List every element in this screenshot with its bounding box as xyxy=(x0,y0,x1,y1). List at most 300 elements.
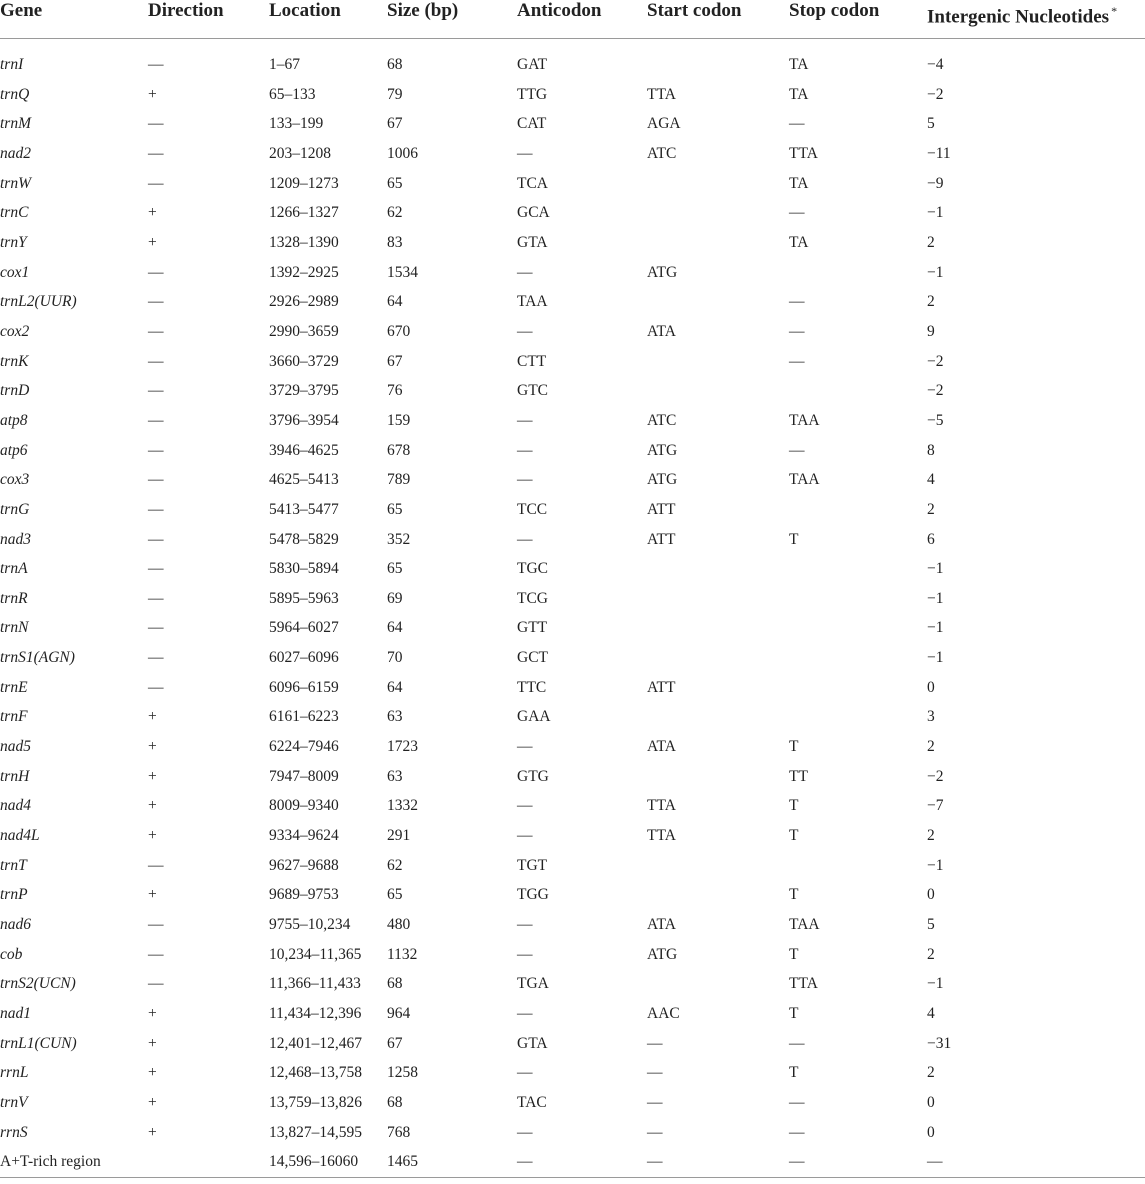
cell-gene: nad4L xyxy=(0,827,40,845)
cell-stop-codon: T xyxy=(789,738,799,756)
cell-stop-codon: — xyxy=(789,1123,805,1141)
cell-start-codon: ATG xyxy=(647,945,678,963)
cell-intergenic: −9 xyxy=(927,174,944,192)
table-row xyxy=(0,969,1145,999)
cell-direction: — xyxy=(148,678,164,696)
cell-stop-codon xyxy=(789,673,927,703)
table-row xyxy=(0,1147,1145,1177)
table-row xyxy=(0,791,1145,821)
cell-location: 10,234–11,365 xyxy=(269,945,362,963)
cell-stop-codon: — xyxy=(789,352,805,370)
cell-gene: trnV xyxy=(0,1093,28,1111)
cell-direction: — xyxy=(148,589,164,607)
cell-location: 1328–1390 xyxy=(269,233,339,251)
cell-anticodon: GTA xyxy=(517,233,548,251)
cell-anticodon: CAT xyxy=(517,115,547,133)
cell-intergenic: −1 xyxy=(927,649,944,667)
cell-location: 3796–3954 xyxy=(269,411,339,429)
cell-direction: — xyxy=(148,115,164,133)
cell-stop-codon: TAA xyxy=(789,916,820,934)
cell-anticodon: — xyxy=(517,144,533,162)
cell-size: 964 xyxy=(387,1005,411,1022)
header-anticodon: Anticodon xyxy=(517,0,647,39)
cell-size: 1258 xyxy=(387,1064,418,1082)
cell-start-codon: ATG xyxy=(647,441,678,459)
cell-direction: — xyxy=(148,174,164,192)
header-start-codon: Start codon xyxy=(647,0,789,39)
cell-direction: + xyxy=(148,1123,157,1141)
cell-start-codon xyxy=(647,643,789,673)
cell-stop-codon: T xyxy=(789,797,799,815)
cell-intergenic: −1 xyxy=(927,560,944,578)
cell-stop-codon: TA xyxy=(789,233,809,251)
cell-start-codon: ATT xyxy=(647,530,676,548)
cell-gene: trnI xyxy=(0,56,24,73)
cell-intergenic: 6 xyxy=(927,530,935,548)
cell-anticodon: — xyxy=(517,441,533,459)
table-row xyxy=(0,1118,1145,1148)
table-row xyxy=(0,584,1145,614)
cell-anticodon: TAA xyxy=(517,293,548,311)
table-row xyxy=(0,228,1145,258)
cell-location: 6096–6159 xyxy=(269,678,339,696)
cell-anticodon: TCG xyxy=(517,589,548,607)
cell-size: 65 xyxy=(387,174,403,192)
cell-start-codon: ATC xyxy=(647,144,677,162)
cell-anticodon: — xyxy=(517,263,533,281)
cell-start-codon xyxy=(647,851,789,881)
cell-stop-codon: — xyxy=(789,115,805,133)
cell-intergenic: −1 xyxy=(927,619,944,637)
cell-start-codon: — xyxy=(647,1147,789,1177)
cell-anticodon: GCT xyxy=(517,649,548,667)
cell-stop-codon: — xyxy=(789,1034,805,1052)
header-footnote-mark: * xyxy=(1111,4,1118,18)
cell-anticodon: TAC xyxy=(517,1093,547,1111)
table-row xyxy=(0,910,1145,940)
cell-size: 678 xyxy=(387,441,411,459)
cell-anticodon: GTT xyxy=(517,619,548,637)
cell-start-codon xyxy=(647,969,789,999)
cell-size: 159 xyxy=(387,411,411,429)
table-row xyxy=(0,169,1145,199)
cell-stop-codon: — xyxy=(789,1147,927,1177)
header-stop-codon: Stop codon xyxy=(789,0,927,39)
cell-anticodon: — xyxy=(517,1005,533,1022)
cell-size: 65 xyxy=(387,500,403,518)
cell-stop-codon: TA xyxy=(789,174,809,192)
cell-stop-codon: TAA xyxy=(789,411,820,429)
cell-direction: — xyxy=(148,856,164,874)
table-body xyxy=(0,50,1145,1177)
cell-anticodon: TGT xyxy=(517,856,548,874)
cell-stop-codon: — xyxy=(789,293,805,311)
cell-intergenic: −2 xyxy=(927,85,944,103)
table-row xyxy=(0,554,1145,584)
cell-start-codon xyxy=(647,50,789,80)
cell-gene: cob xyxy=(0,945,23,963)
cell-gene: nad3 xyxy=(0,530,31,548)
cell-gene: trnG xyxy=(0,500,30,518)
cell-intergenic: 4 xyxy=(927,1005,935,1022)
cell-direction: — xyxy=(148,471,164,489)
cell-direction: — xyxy=(148,411,164,429)
cell-location: 13,759–13,826 xyxy=(269,1093,362,1111)
cell-intergenic: −2 xyxy=(927,767,944,785)
cell-size: 62 xyxy=(387,856,403,874)
cell-size: 70 xyxy=(387,649,403,667)
cell-anticodon: GTC xyxy=(517,382,548,400)
cell-intergenic: 9 xyxy=(927,322,935,340)
cell-stop-codon xyxy=(789,851,927,881)
cell-stop-codon: T xyxy=(789,1064,799,1082)
cell-direction: — xyxy=(148,945,164,963)
cell-intergenic: −1 xyxy=(927,589,944,607)
cell-gene: nad2 xyxy=(0,144,31,162)
table-row xyxy=(0,198,1145,228)
cell-anticodon: TTC xyxy=(517,678,547,696)
cell-size: 1465 xyxy=(387,1147,517,1177)
header-intergenic-label: Intergenic Nucleotides xyxy=(927,6,1110,28)
table-row xyxy=(0,376,1145,406)
header-location: Location xyxy=(269,0,387,39)
cell-gene: cox1 xyxy=(0,263,30,281)
cell-start-codon xyxy=(647,198,789,228)
cell-anticodon: GAT xyxy=(517,56,548,73)
cell-start-codon: — xyxy=(647,1034,663,1052)
cell-location: 5895–5963 xyxy=(269,589,339,607)
cell-intergenic: 2 xyxy=(927,827,935,845)
cell-gene: nad4 xyxy=(0,797,31,815)
cell-location: 1392–2925 xyxy=(269,263,339,281)
cell-direction: — xyxy=(148,144,164,162)
cell-stop-codon: TA xyxy=(789,56,809,73)
cell-anticodon: — xyxy=(517,471,533,489)
cell-intergenic: 0 xyxy=(927,1093,935,1111)
table-row xyxy=(0,880,1145,910)
cell-gene: trnT xyxy=(0,856,27,874)
cell-direction: + xyxy=(148,233,157,251)
cell-location: 8009–9340 xyxy=(269,797,339,815)
cell-direction: — xyxy=(148,530,164,548)
cell-direction: — xyxy=(148,322,164,340)
cell-intergenic: 0 xyxy=(927,1123,935,1141)
cell-gene: trnQ xyxy=(0,85,30,103)
cell-location: 1266–1327 xyxy=(269,204,339,222)
cell-size: 67 xyxy=(387,352,403,370)
cell-stop-codon xyxy=(789,376,927,406)
cell-anticodon: TCC xyxy=(517,500,548,518)
cell-location: 6027–6096 xyxy=(269,649,339,667)
cell-start-codon: ATT xyxy=(647,678,676,696)
cell-stop-codon xyxy=(789,702,927,732)
cell-stop-codon xyxy=(789,613,927,643)
cell-anticodon: — xyxy=(517,827,533,845)
cell-anticodon: — xyxy=(517,530,533,548)
cell-gene: nad6 xyxy=(0,916,31,934)
cell-anticodon: CTT xyxy=(517,352,547,370)
cell-start-codon: ATC xyxy=(647,411,677,429)
table-row xyxy=(0,525,1145,555)
cell-gene: trnN xyxy=(0,619,29,637)
cell-start-codon xyxy=(647,554,789,584)
cell-gene: trnS2(UCN) xyxy=(0,975,76,993)
cell-start-codon xyxy=(647,613,789,643)
cell-size: 63 xyxy=(387,708,403,726)
cell-size: 291 xyxy=(387,827,411,845)
cell-size: 79 xyxy=(387,85,403,103)
cell-anticodon: — xyxy=(517,411,533,429)
cell-stop-codon: TAA xyxy=(789,471,820,489)
cell-anticodon: — xyxy=(517,1064,533,1082)
cell-anticodon: — xyxy=(517,1147,647,1177)
cell-intergenic: 5 xyxy=(927,115,935,133)
cell-stop-codon: — xyxy=(789,441,805,459)
table-row xyxy=(0,1058,1145,1088)
cell-stop-codon xyxy=(789,258,927,288)
cell-intergenic: 2 xyxy=(927,738,935,756)
cell-start-codon: ATG xyxy=(647,263,678,281)
cell-gene: trnC xyxy=(0,204,29,222)
cell-stop-codon: T xyxy=(789,886,799,904)
cell-anticodon: — xyxy=(517,738,533,756)
cell-anticodon: TGC xyxy=(517,560,548,578)
cell-stop-codon xyxy=(789,495,927,525)
cell-location: 11,366–11,433 xyxy=(269,975,361,993)
cell-start-codon xyxy=(647,287,789,317)
cell-start-codon: — xyxy=(647,1093,663,1111)
cell-location: 3729–3795 xyxy=(269,382,339,400)
cell-intergenic: 8 xyxy=(927,441,935,459)
cell-gene: cox2 xyxy=(0,322,30,340)
cell-size: 65 xyxy=(387,560,403,578)
cell-gene: trnL2(UUR) xyxy=(0,293,77,311)
cell-start-codon xyxy=(647,347,789,377)
table-row xyxy=(0,109,1145,139)
table-row xyxy=(0,673,1145,703)
cell-location: 1209–1273 xyxy=(269,174,339,192)
cell-intergenic: −1 xyxy=(927,975,944,993)
cell-size: 68 xyxy=(387,1093,403,1111)
cell-direction: + xyxy=(148,204,157,222)
cell-stop-codon: T xyxy=(789,1005,799,1022)
cell-gene: trnY xyxy=(0,233,27,251)
cell-stop-codon: T xyxy=(789,945,799,963)
cell-start-codon xyxy=(647,169,789,199)
cell-anticodon: TGA xyxy=(517,975,549,993)
cell-size: 480 xyxy=(387,916,411,934)
cell-size: 76 xyxy=(387,382,403,400)
cell-gene: atp8 xyxy=(0,411,28,429)
table-row xyxy=(0,347,1145,377)
table-row xyxy=(0,999,1145,1029)
cell-anticodon: — xyxy=(517,1123,533,1141)
cell-anticodon: GTG xyxy=(517,767,549,785)
cell-stop-codon xyxy=(789,643,927,673)
cell-start-codon xyxy=(647,880,789,910)
cell-gene: trnA xyxy=(0,560,28,578)
table-row xyxy=(0,643,1145,673)
cell-size: 768 xyxy=(387,1123,411,1141)
cell-intergenic: −1 xyxy=(927,204,944,222)
cell-start-codon: AAC xyxy=(647,1005,680,1022)
cell-intergenic: −4 xyxy=(927,56,944,73)
cell-start-codon: ATT xyxy=(647,500,676,518)
cell-size: 69 xyxy=(387,589,403,607)
cell-start-codon: ATA xyxy=(647,738,676,756)
cell-direction: — xyxy=(148,916,164,934)
cell-direction: + xyxy=(148,886,157,904)
cell-start-codon: — xyxy=(647,1123,663,1141)
table-row xyxy=(0,258,1145,288)
table-row xyxy=(0,139,1145,169)
cell-location: 9689–9753 xyxy=(269,886,339,904)
cell-size: 67 xyxy=(387,115,403,133)
table-row xyxy=(0,317,1145,347)
table-row xyxy=(0,465,1145,495)
cell-size: 65 xyxy=(387,886,403,904)
cell-anticodon: TCA xyxy=(517,174,548,192)
cell-gene: cox3 xyxy=(0,471,30,489)
cell-anticodon: TTG xyxy=(517,85,548,103)
cell-gene: trnM xyxy=(0,115,31,133)
cell-gene: trnD xyxy=(0,382,30,400)
cell-size: 352 xyxy=(387,530,411,548)
cell-gene: trnS1(AGN) xyxy=(0,649,75,667)
cell-intergenic: 2 xyxy=(927,293,935,311)
cell-direction: + xyxy=(148,708,157,726)
header-row xyxy=(0,0,1145,39)
cell-stop-codon: TTA xyxy=(789,975,818,993)
cell-direction: + xyxy=(148,767,157,785)
cell-location: 12,468–13,758 xyxy=(269,1064,362,1082)
cell-location: 11,434–12,396 xyxy=(269,1005,362,1022)
cell-start-codon: — xyxy=(647,1064,663,1082)
table-row xyxy=(0,732,1145,762)
cell-size: 68 xyxy=(387,56,403,73)
cell-direction: — xyxy=(148,56,164,73)
header-direction: Direction xyxy=(148,0,269,39)
cell-start-codon: TTA xyxy=(647,85,676,103)
cell-size: 83 xyxy=(387,233,403,251)
header-intergenic-nucleotides xyxy=(927,0,1145,39)
cell-direction xyxy=(148,1147,269,1177)
cell-location: 203–1208 xyxy=(269,144,331,162)
cell-location: 3660–3729 xyxy=(269,352,339,370)
cell-direction: — xyxy=(148,649,164,667)
cell-direction: + xyxy=(148,1064,157,1082)
cell-gene: rrnS xyxy=(0,1123,28,1141)
cell-size: 670 xyxy=(387,322,411,340)
cell-size: 64 xyxy=(387,619,403,637)
cell-stop-codon: — xyxy=(789,322,805,340)
table-header xyxy=(0,0,1145,50)
cell-gene: trnK xyxy=(0,352,29,370)
cell-stop-codon: TA xyxy=(789,85,809,103)
cell-direction: — xyxy=(148,441,164,459)
cell-stop-codon xyxy=(789,554,927,584)
cell-direction: — xyxy=(148,382,164,400)
cell-location: 9755–10,234 xyxy=(269,916,351,934)
cell-location: 2926–2989 xyxy=(269,293,339,311)
cell-location: 14,596–16060 xyxy=(269,1147,387,1177)
cell-size: 789 xyxy=(387,471,411,489)
cell-size: 64 xyxy=(387,293,403,311)
cell-intergenic: 3 xyxy=(927,708,935,726)
cell-intergenic: −1 xyxy=(927,856,944,874)
cell-location: 65–133 xyxy=(269,85,316,103)
cell-size: 68 xyxy=(387,975,403,993)
cell-location: 9627–9688 xyxy=(269,856,339,874)
cell-start-codon xyxy=(647,228,789,258)
cell-direction: + xyxy=(148,827,157,845)
cell-direction: + xyxy=(148,738,157,756)
cell-location: 6224–7946 xyxy=(269,738,339,756)
cell-location: 5964–6027 xyxy=(269,619,339,637)
cell-location: 9334–9624 xyxy=(269,827,339,845)
cell-start-codon xyxy=(647,702,789,732)
cell-location: 7947–8009 xyxy=(269,767,339,785)
cell-size: 64 xyxy=(387,678,403,696)
cell-intergenic: 5 xyxy=(927,916,935,934)
table-row xyxy=(0,762,1145,792)
cell-stop-codon: — xyxy=(789,1093,805,1111)
header-gene: Gene xyxy=(0,0,148,39)
cell-direction: — xyxy=(148,560,164,578)
table-row xyxy=(0,1088,1145,1118)
cell-intergenic: 2 xyxy=(927,233,935,251)
cell-anticodon: GTA xyxy=(517,1034,548,1052)
cell-start-codon: TTA xyxy=(647,827,676,845)
cell-location: 1–67 xyxy=(269,56,300,73)
cell-gene: A+T-rich region xyxy=(0,1147,148,1177)
cell-location: 133–199 xyxy=(269,115,324,133)
cell-size: 63 xyxy=(387,767,403,785)
cell-stop-codon: T xyxy=(789,827,799,845)
cell-anticodon: — xyxy=(517,322,533,340)
table-row xyxy=(0,406,1145,436)
cell-intergenic: −2 xyxy=(927,382,944,400)
cell-location: 5830–5894 xyxy=(269,560,339,578)
table-row xyxy=(0,287,1145,317)
cell-anticodon: — xyxy=(517,945,533,963)
cell-gene: trnR xyxy=(0,589,28,607)
cell-size: 1332 xyxy=(387,797,418,815)
cell-direction: + xyxy=(148,1034,157,1052)
cell-gene: atp6 xyxy=(0,441,28,459)
cell-size: 1534 xyxy=(387,263,418,281)
cell-gene: nad5 xyxy=(0,738,31,756)
table-row xyxy=(0,1029,1145,1059)
cell-intergenic: 0 xyxy=(927,886,935,904)
cell-start-codon: ATG xyxy=(647,471,678,489)
cell-direction: — xyxy=(148,500,164,518)
table-row xyxy=(0,613,1145,643)
cell-direction: + xyxy=(148,1093,157,1111)
cell-start-codon xyxy=(647,762,789,792)
cell-anticodon: GAA xyxy=(517,708,551,726)
cell-intergenic: −2 xyxy=(927,352,944,370)
table-row xyxy=(0,940,1145,970)
cell-gene: trnE xyxy=(0,678,28,696)
cell-size: 67 xyxy=(387,1034,403,1052)
cell-start-codon xyxy=(647,584,789,614)
cell-stop-codon: T xyxy=(789,530,799,548)
cell-direction: — xyxy=(148,293,164,311)
cell-start-codon: ATA xyxy=(647,916,676,934)
header-spacer xyxy=(0,39,1145,51)
cell-direction: — xyxy=(148,352,164,370)
